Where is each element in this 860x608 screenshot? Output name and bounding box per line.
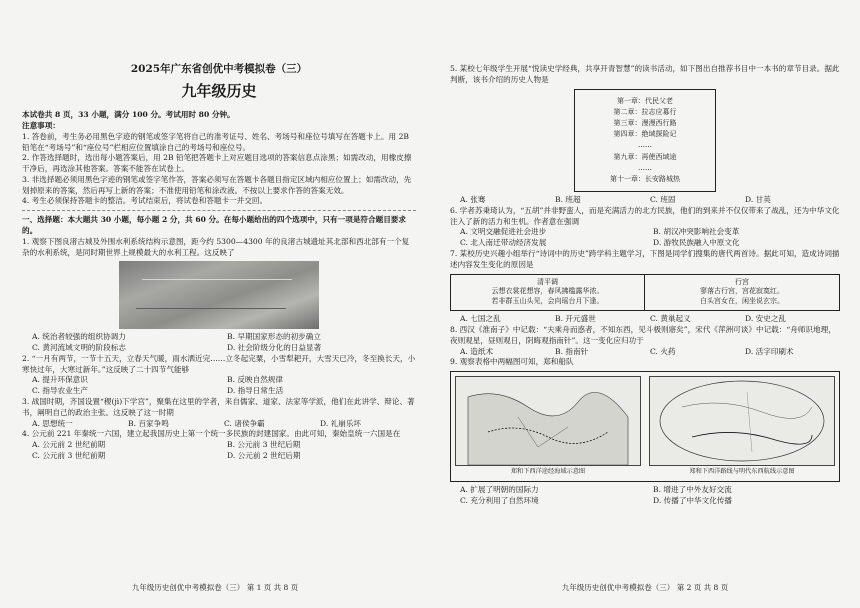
question-options xyxy=(450,485,840,507)
question-options xyxy=(450,314,840,325)
toc-line: …… xyxy=(638,163,652,172)
option: D. 传播了中华文化传播 xyxy=(653,495,732,505)
question-stem: 5. 某校七年级学生开展“悦读史学经典，共享开青智慧”的读书活动，如下图出自推荐书目中一本书的章节目录。据此判断，该书介绍的历史人物是 xyxy=(450,64,840,84)
option: B. 班超 xyxy=(555,195,581,205)
option: D. 游牧民族融入中原文化 xyxy=(653,238,740,248)
option: C. 黄巢起义 xyxy=(650,314,691,324)
question-stem: 8. 西汉《淮南子》中记载：“夫乘舟而惑者，不知东西，见斗极则寤矣”，宋代《萍洲可谈》中记载：“舟师识地理，夜则观星，昼则观日，阴晦观指南针”。这一变化应归功于 xyxy=(450,325,836,345)
option: C. 诸侯争霸 xyxy=(224,418,265,428)
map-cell xyxy=(649,376,835,477)
option: B. 增进了中外友好交流 xyxy=(653,485,732,495)
option: B. 百家争鸣 xyxy=(128,418,169,428)
map-caption: 郑和下西洋路线与明代东西航线示意图 xyxy=(689,468,795,476)
option: C. 充分利用了自然环境 xyxy=(460,495,539,505)
poems-table xyxy=(450,274,840,312)
option: C. 黄河流域文明的阶段标志 xyxy=(32,343,126,353)
exam-subject: 九年级历史 xyxy=(181,81,257,100)
option: D. 礼崩乐坏 xyxy=(320,418,362,428)
notes-heading: 注意事项： xyxy=(22,120,60,130)
question-options xyxy=(22,419,416,430)
route-map-2 xyxy=(649,376,835,466)
option: D. 指导日常生活 xyxy=(227,386,284,396)
note-item: 2. 作答选择题时，选出每小题答案后，用 2B 铅笔把答题卡上对应题目选项的答案信息点涂黑；如需改动，用橡皮擦干净后，再选涂其他答案。答案不能答在试卷上。 xyxy=(22,153,412,174)
option: A. 造纸术 xyxy=(460,346,494,356)
toc-line: 第二章：拉志应募行 xyxy=(613,107,677,116)
option: C. 班固 xyxy=(650,195,676,205)
toc-line: 第十一章：长安路城热 xyxy=(610,174,680,183)
map-1-drawing xyxy=(456,377,640,465)
page-footer: 九年级历史创优中考模拟卷（三） 第 2 页 共 8 页 xyxy=(561,583,729,593)
exam-info: 本试卷共 8 页，33 小题，满分 100 分。考试用时 80 分钟。 xyxy=(22,110,235,120)
option: D. 社会阶级分化的日益显著 xyxy=(227,343,322,353)
poem-line: 寥落古行宫，宫花寂寞红。 xyxy=(700,287,784,296)
poem-line: 白头宫女在，闲坐说玄宗。 xyxy=(700,297,784,306)
question-options xyxy=(450,347,840,358)
toc-line: 第三章：漫漫西行路 xyxy=(613,118,677,127)
question-options xyxy=(22,332,416,354)
question-stem: 7. 某校历史兴趣小组举行“诗词中的历史”跨学科主题学习，下图是同学们搜集的唐代两首诗。据此可知，造成诗词描述内容发生变化的原因是 xyxy=(450,248,840,269)
map-2-drawing xyxy=(650,377,834,465)
exam-title: 2025年广东省创优中考模拟卷（三） xyxy=(130,63,308,75)
question-stem: 1. 观察下图良渚古城及外围水利系统结构示意图，距今约 5300—4300 年的良渚古城遗址其北部和西北部有一个复杂的水利系统，是同时期世界上规模最大的水利工程。这反映了 xyxy=(22,236,410,257)
option: B. 胡汉冲突影响社会变革 xyxy=(653,227,740,237)
toc-line: 第一章：代民父老 xyxy=(617,96,673,105)
note-item: 1. 答卷前，考生务必用黑色字迹的钢笔或签字笔将自己的准考证号、姓名、考场号和座位号填写在答题卡上。用 2B 铅笔在“考场号”和“座位号”栏相应位置填涂自己的考场号和座位号。 xyxy=(22,131,409,152)
page-footer: 九年级历史创优中考模拟卷（三） 第 1 页 共 8 页 xyxy=(131,583,299,593)
option: A. 扩展了明朝的国际力 xyxy=(460,485,539,495)
option: C. 火药 xyxy=(650,346,676,356)
option: A. 文明交融促进社会进步 xyxy=(460,227,547,237)
question-stem: 2. “一月有两节，一节十五天，立春天气暖，雨水洒近完……立冬起完粟，小雪犁耙开，大雪天已冷，冬至换长天，小寒快过年，大寒过新年。”这反映了二十四节气能够 xyxy=(22,353,416,374)
poem-line: 云想衣裳花想容，春风拂槛露华浓。 xyxy=(491,287,604,296)
poem-title: 行宫 xyxy=(735,277,749,286)
map-caption: 郑和下西洋途经海域示意图 xyxy=(510,468,586,476)
route-map-1 xyxy=(455,376,641,466)
note-item: 3. 非选择题必须用黑色字迹的钢笔或签字笔作答，答案必须写在答题卡各题目指定区域内相应位置上；如需改动，先划掉原来的答案，然后再写上新的答案；不准使用铅笔和涂改液。不按以上要求作答的答案无效。 xyxy=(22,174,412,195)
option: D. 公元前 2 世纪后期 xyxy=(227,450,301,460)
page-right xyxy=(430,0,860,608)
question-options xyxy=(450,227,840,249)
option: A. 提升环保意识 xyxy=(32,375,88,385)
question-stem: 9. 观察表格中两幅图可知，郑和船队 xyxy=(450,357,574,367)
option: A. 思想统一 xyxy=(32,418,73,428)
option: A. 七国之乱 xyxy=(460,314,501,324)
option: B. 公元前 3 世纪后期 xyxy=(227,440,301,450)
poem-title: 清平调 xyxy=(537,277,558,286)
toc-line: 第四章：绝域探险记 xyxy=(613,130,677,139)
question-options xyxy=(450,195,840,206)
toc-line: …… xyxy=(638,141,652,150)
option: D. 甘英 xyxy=(745,195,771,205)
option: A. 张骞 xyxy=(460,195,486,205)
option: A. 公元前 2 世纪前期 xyxy=(32,440,106,450)
option: B. 早期国家形态的初步确立 xyxy=(227,332,321,342)
question-stem: 4. 公元前 221 年秦统一六国，建立起我国历史上第一个统一多民族的封建国家。由此可知，秦始皇统一六国是在 xyxy=(22,429,401,439)
map-cell xyxy=(455,376,641,477)
option: B. 反映自然规律 xyxy=(227,375,283,385)
question-options xyxy=(22,440,416,462)
note-item: 4. 考生必须保持答题卡的整洁。考试结束后，将试卷和答题卡一并交回。 xyxy=(22,196,268,206)
poem-cell xyxy=(645,275,839,311)
poem-cell xyxy=(451,275,645,311)
option: C. 公元前 3 世纪前期 xyxy=(32,450,106,460)
poem-line: 若非群玉山头见，会向瑶台月下逢。 xyxy=(491,297,604,306)
toc-line: 第九章：再使西域途 xyxy=(613,152,677,161)
liangzhu-site-photo xyxy=(119,261,319,329)
question-stem: 6. 学者苏秉琦认为，“五胡”并非野蛮人，而是充满活力的北方民族，他们的到来并不仅仅带来了战乱，还为中华文化注入了新的活力和生机。作者意在强调 xyxy=(450,205,840,226)
option: A. 统治者较强的组织协调力 xyxy=(32,332,126,342)
option: B. 指南针 xyxy=(555,346,589,356)
divider xyxy=(22,210,416,211)
option: C. 指导农业生产 xyxy=(32,386,88,396)
option: C. 北人南迁带动经济发展 xyxy=(460,238,547,248)
question-options xyxy=(22,375,416,397)
maps-table xyxy=(450,371,840,482)
option: B. 开元盛世 xyxy=(555,314,596,324)
option: D. 活字印刷术 xyxy=(745,346,794,356)
section-heading: 一、选择题：本大题共 30 小题，每小题 2 分，共 60 分。在每小题给出的四个选项中，只有一项是符合题目要求的。 xyxy=(22,215,406,236)
book-toc-box xyxy=(574,89,716,193)
option: D. 安史之乱 xyxy=(745,314,787,324)
question-stem: 3. 战国时期，齐国设置“稷(jì)下学宫”，聚集在这里的学者，来自儒家、道家、法家等学派，他们在此讲学、辩论、著书，阐明自己的政治主张。这反映了这一时期 xyxy=(22,397,415,417)
